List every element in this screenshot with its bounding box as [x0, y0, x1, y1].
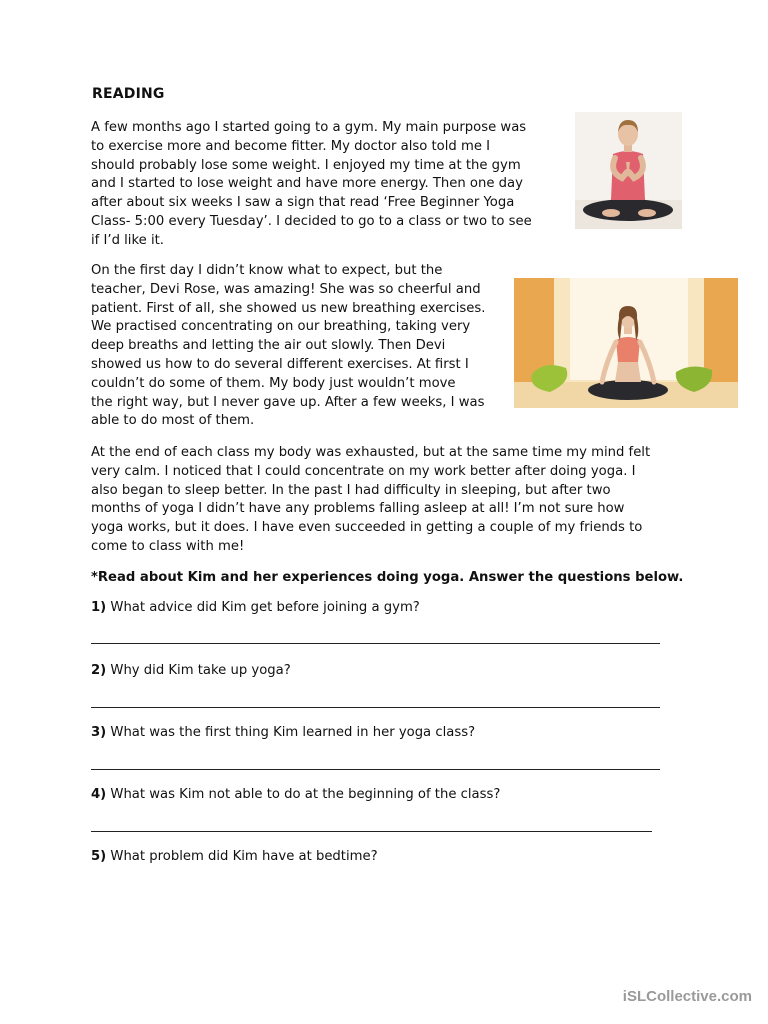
text-line: showed us how to do several different exercises. At first I — [91, 356, 469, 372]
paragraph-2 — [91, 262, 485, 431]
text-line: to exercise more and become fitter. My doctor also told me I — [91, 138, 491, 154]
question-number: 2) — [91, 663, 107, 678]
answer-line-4[interactable] — [91, 831, 652, 832]
question-number: 4) — [91, 787, 107, 802]
text-line: Class- 5:00 every Tuesday’. I decided to go to a class or two to see — [91, 213, 532, 229]
question-number: 5) — [91, 849, 107, 864]
text-line: months of yoga I didn’t have any problems falling asleep at all! I’m not sure how — [91, 501, 625, 517]
question-text: What was Kim not able to do at the beginning of the class? — [110, 787, 501, 802]
question-4 — [91, 787, 500, 802]
woman-lotus-window-illustration — [514, 278, 738, 408]
paragraph-3 — [91, 444, 650, 557]
woman-meditating-illustration — [575, 112, 682, 229]
yoga-photo-window — [514, 278, 738, 408]
page-heading: READING — [92, 86, 165, 102]
answer-line-3[interactable] — [91, 769, 660, 770]
text-line: able to do most of them. — [91, 413, 255, 429]
text-line: On the first day I didn’t know what to expect, but the — [91, 263, 443, 278]
text-line: teacher, Devi Rose, was amazing! She was so cheerful and — [91, 281, 481, 297]
question-3 — [91, 725, 475, 740]
text-line: very calm. I noticed that I could concentrate on my work better after doing yoga. I — [91, 463, 636, 479]
question-5 — [91, 849, 378, 864]
text-line: and I started to lose weight and have more energy. Then one day — [91, 176, 523, 192]
text-line: patient. First of all, she showed us new breathing exercises. — [91, 300, 486, 316]
question-text: What problem did Kim have at bedtime? — [110, 849, 378, 864]
text-line: yoga works, but it does. I have even succeeded in getting a couple of my friends to — [91, 520, 643, 536]
answer-line-1[interactable] — [91, 643, 660, 644]
text-line: after about six weeks I saw a sign that read ‘Free Beginner Yoga — [91, 195, 515, 211]
text-line: should probably lose some weight. I enjoyed my time at the gym — [91, 157, 521, 173]
text-line: deep breaths and letting the air out slowly. Then Devi — [91, 338, 446, 354]
question-text: What advice did Kim get before joining a gym? — [110, 600, 420, 615]
text-line: if I’d like it. — [91, 232, 164, 248]
watermark-footer: iSLCollective.com — [622, 988, 752, 1005]
text-line: also began to sleep better. In the past I had difficulty in sleeping, but after two — [91, 482, 611, 498]
question-2 — [91, 663, 291, 678]
text-line: A few months ago I started going to a gym. My main purpose was — [91, 120, 527, 135]
question-number: 1) — [91, 600, 107, 615]
question-text: What was the first thing Kim learned in her yoga class? — [110, 725, 476, 740]
text-line: couldn’t do some of them. My body just wouldn’t move — [91, 375, 456, 391]
text-line: We practised concentrating on our breathing, taking very — [91, 319, 471, 335]
instruction-text: *Read about Kim and her experiences doing yoga. Answer the questions below. — [91, 570, 684, 585]
text-line: come to class with me! — [91, 538, 245, 554]
question-text: Why did Kim take up yoga? — [110, 663, 291, 678]
paragraph-1 — [91, 119, 532, 251]
text-line: the right way, but I never gave up. After a few weeks, I was — [91, 394, 485, 410]
question-1 — [91, 600, 420, 615]
text-line: At the end of each class my body was exhausted, but at the same time my mind felt — [91, 445, 651, 460]
answer-line-2[interactable] — [91, 707, 660, 708]
yoga-photo-namaste — [575, 112, 682, 229]
question-number: 3) — [91, 725, 107, 740]
